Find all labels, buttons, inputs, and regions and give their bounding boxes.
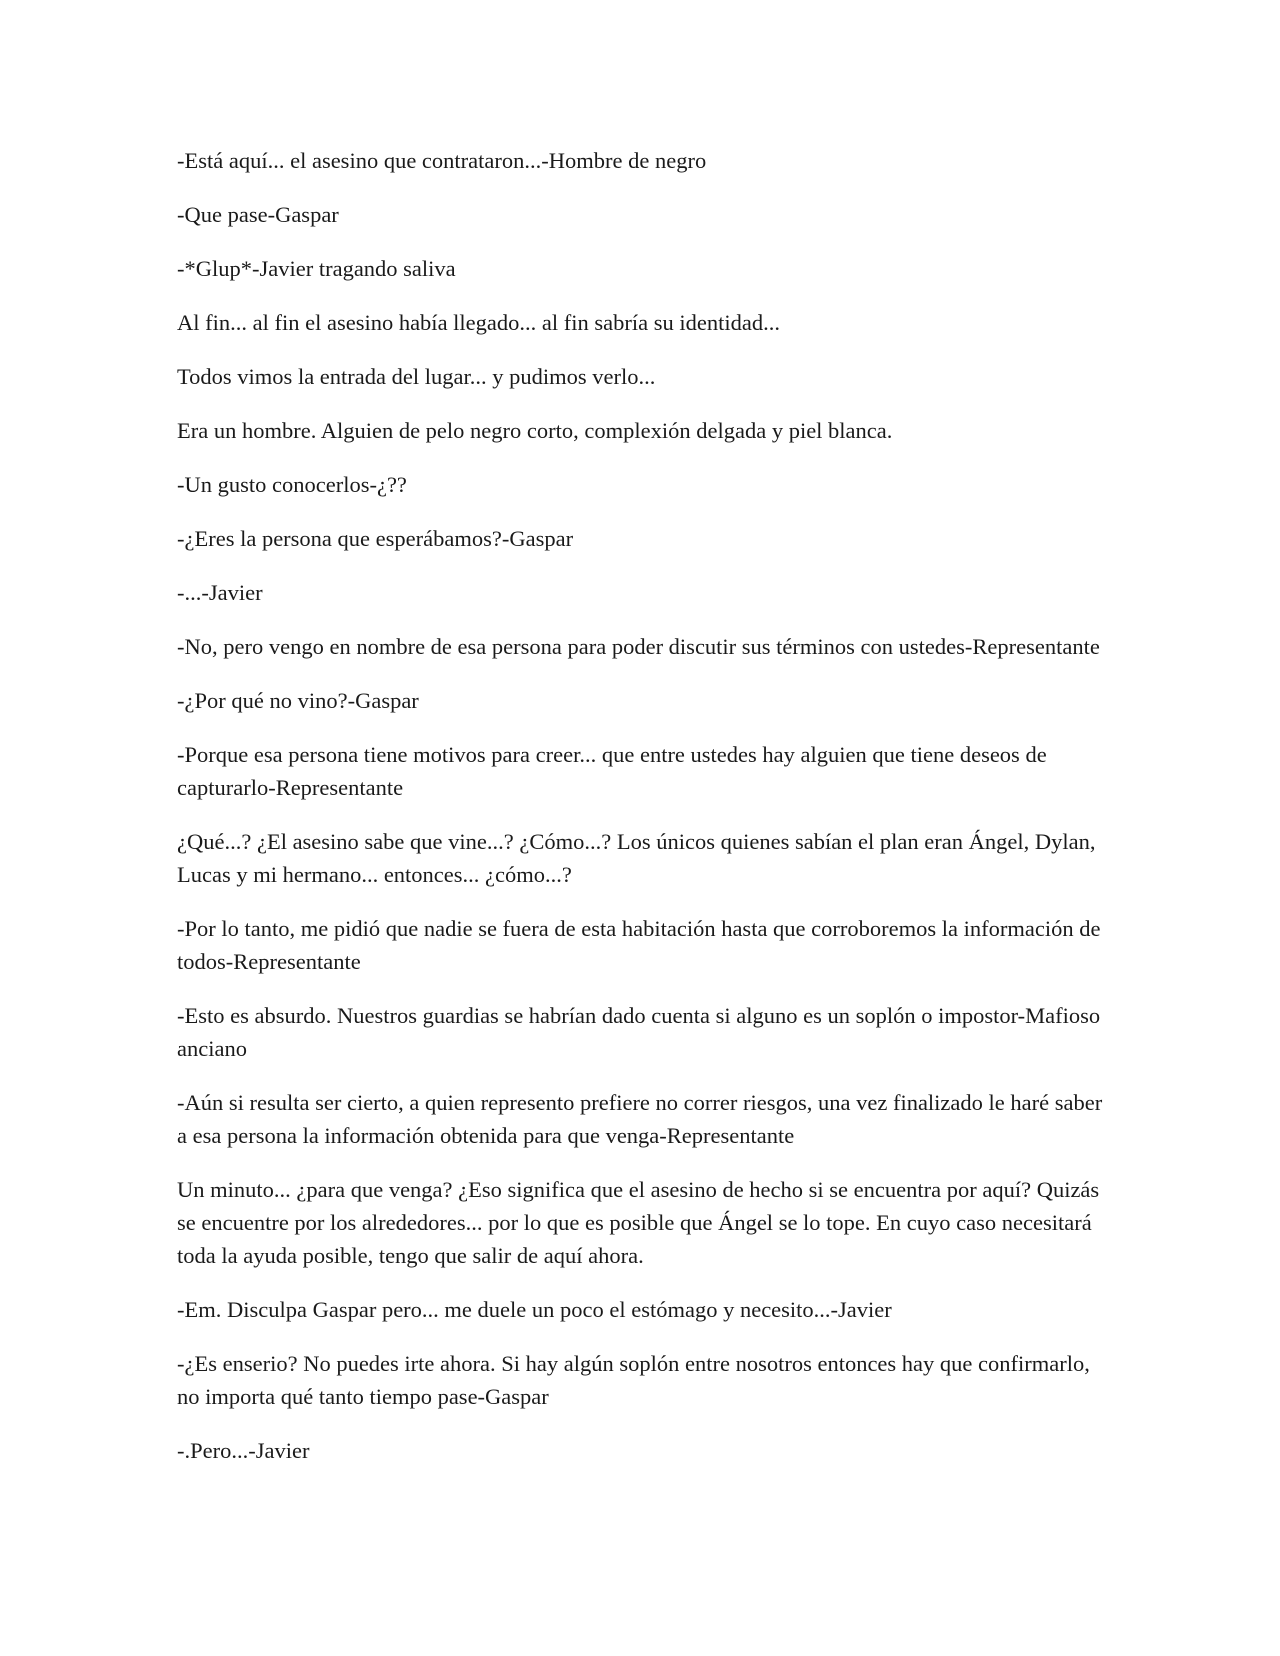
paragraph: -No, pero vengo en nombre de esa persona para poder discutir sus términos con ustedes-Representante	[177, 634, 1100, 659]
paragraph: -¿Por qué no vino?-Gaspar	[177, 688, 419, 713]
paragraph: -Que pase-Gaspar	[177, 202, 339, 227]
paragraph: -Un gusto conocerlos-¿??	[177, 472, 407, 497]
paragraph: Todos vimos la entrada del lugar... y pudimos verlo...	[177, 364, 656, 389]
paragraph: Un minuto... ¿para que venga? ¿Eso significa que el asesino de hecho si se encuentra por aquí? Quizás se encuentre por los alrededores... por lo que es posible que Ángel se lo tope. En cuyo caso necesitará toda la ayuda posible, tengo que salir de aquí ahora.	[177, 1177, 1100, 1268]
paragraph: -¿Es enserio? No puedes irte ahora. Si hay algún soplón entre nosotros entonces hay que confirmarlo, no importa qué tanto tiempo pase-Gaspar	[177, 1351, 1090, 1409]
paragraph: Era un hombre. Alguien de pelo negro corto, complexión delgada y piel blanca.	[177, 418, 893, 443]
paragraph: -Aún si resulta ser cierto, a quien represento prefiere no correr riesgos, una vez finalizado le haré saber a esa persona la información obtenida para que venga-Representante	[177, 1090, 1103, 1148]
paragraph: -Por lo tanto, me pidió que nadie se fuera de esta habitación hasta que corroboremos la información de todos-Representante	[177, 916, 1101, 974]
paragraph: Al fin... al fin el asesino había llegado... al fin sabría su identidad...	[177, 310, 780, 335]
paragraph: -Está aquí... el asesino que contrataron...-Hombre de negro	[177, 148, 707, 173]
document-body	[177, 144, 1107, 1488]
paragraph: -...-Javier	[177, 580, 263, 605]
paragraph: -¿Eres la persona que esperábamos?-Gaspar	[177, 526, 574, 551]
paragraph: ¿Qué...? ¿El asesino sabe que vine...? ¿Cómo...? Los únicos quienes sabían el plan eran Ángel, Dylan, Lucas y mi hermano... entonces... ¿cómo...?	[177, 829, 1096, 887]
paragraph: -Em. Disculpa Gaspar pero... me duele un poco el estómago y necesito...-Javier	[177, 1297, 892, 1322]
paragraph: -*Glup*-Javier tragando saliva	[177, 256, 456, 281]
paragraph: -Esto es absurdo. Nuestros guardias se habrían dado cuenta si alguno es un soplón o impostor-Mafioso anciano	[177, 1003, 1101, 1061]
paragraph: -.Pero...-Javier	[177, 1438, 310, 1463]
paragraph: -Porque esa persona tiene motivos para creer... que entre ustedes hay alguien que tiene deseos de capturarlo-Representante	[177, 742, 1047, 800]
